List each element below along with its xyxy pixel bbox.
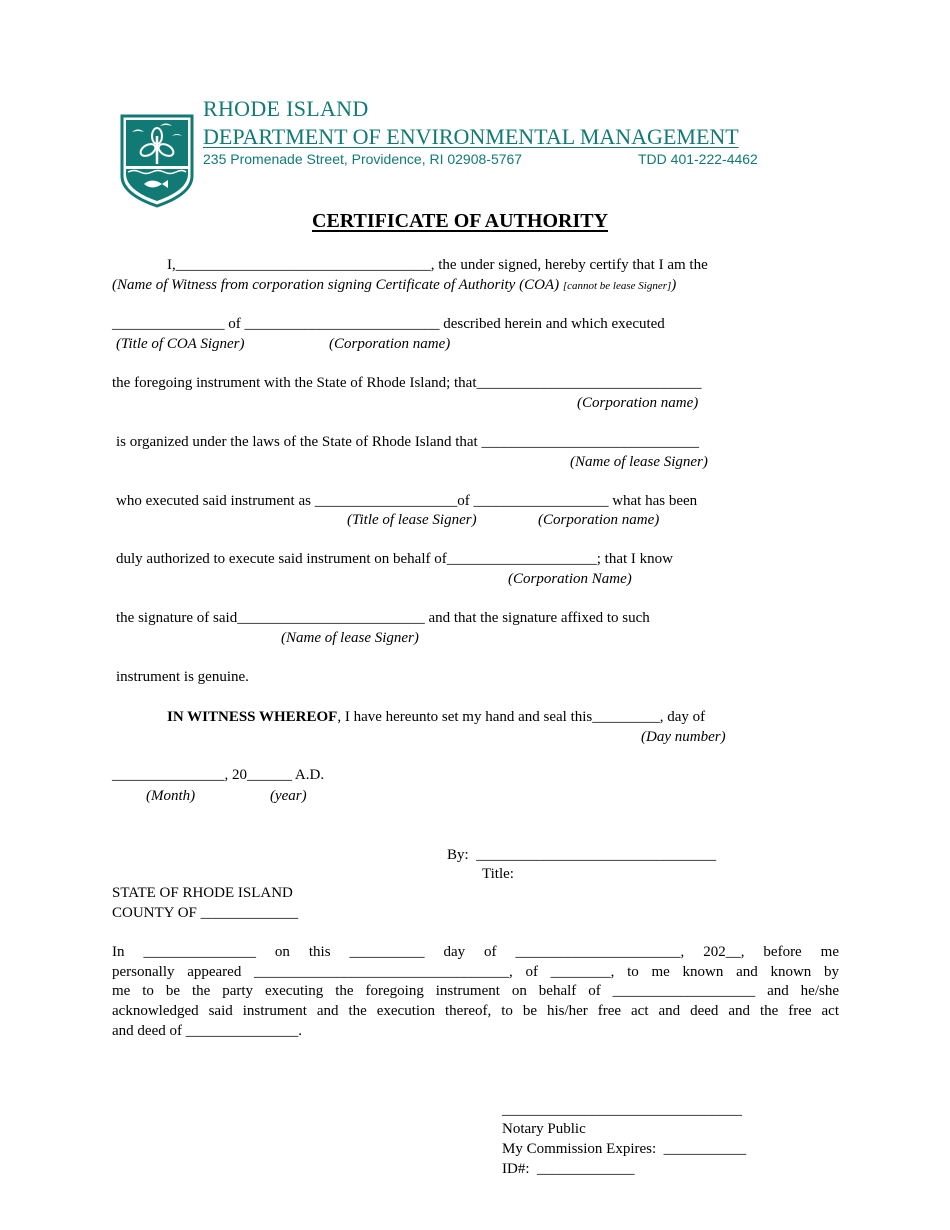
organized-under-line: is organized under the laws of the State of Rhode Island that _____________________________	[116, 434, 699, 450]
commission-expires-line: My Commission Expires: ___________	[502, 1141, 747, 1157]
state-label: STATE OF RHODE ISLAND	[112, 885, 293, 901]
witness-whereof-line: IN WITNESS WHEREOF, I have hereunto set my hand and seal this_________, day of	[167, 709, 706, 725]
year-caption: (year)	[270, 788, 307, 804]
notary-paragraph-line-1: In _______________ on this __________ day of ______________________, 202__, before me	[112, 944, 839, 960]
org-address: 235 Promenade Street, Providence, RI 02908-5767	[203, 151, 523, 167]
notary-paragraph-line-3: me to be the party executing the foregoing instrument on behalf of ___________________ and he/she	[112, 983, 839, 999]
signature-of-line: the signature of said_________________________ and that the signature affixed to such	[116, 610, 650, 626]
notary-id-line: ID#: _____________	[502, 1161, 635, 1177]
notary-paragraph-line-2: personally appeared __________________________________, of ________, to me known and known by	[112, 964, 839, 980]
org-tdd: TDD 401-222-4462	[638, 151, 758, 167]
foregoing-instrument-line: the foregoing instrument with the State of Rhode Island; that______________________________	[112, 375, 702, 391]
corporation-name-caption-3: (Corporation name)	[538, 512, 660, 528]
document-title: CERTIFICATE OF AUTHORITY	[312, 210, 609, 232]
notary-paragraph-line-4: acknowledged said instrument and the execution thereof, to be his/her free act and deed and the free act	[112, 1003, 839, 1019]
county-label: COUNTY OF _____________	[112, 905, 299, 921]
org-name-line2: DEPARTMENT OF ENVIRONMENTAL MANAGEMENT	[203, 124, 739, 149]
corporation-name-caption-4: (Corporation Name)	[508, 571, 632, 587]
notary-signature-line: ________________________________	[502, 1102, 742, 1118]
corporation-name-caption-1: (Corporation name)	[329, 336, 451, 352]
month-caption: (Month)	[146, 788, 196, 804]
genuine-line: instrument is genuine.	[116, 669, 249, 685]
witness-caption-note: [cannot be lease Signer]	[562, 280, 672, 292]
day-number-caption: (Day number)	[641, 729, 726, 745]
authorized-line: duly authorized to execute said instrument on behalf of____________________; that I know	[116, 551, 673, 567]
executed-as-line: who executed said instrument as ___________________of __________________ what has been	[116, 493, 698, 509]
certify-line: I,__________________________________, the under signed, hereby certify that I am the	[167, 257, 708, 273]
date-line: _______________, 20______ A.D.	[112, 767, 325, 783]
corporation-name-caption-2: (Corporation name)	[577, 395, 699, 411]
title-label: Title:	[482, 866, 514, 882]
lease-signer-title-caption: (Title of lease Signer)	[347, 512, 477, 528]
lease-signer-caption-2: (Name of lease Signer)	[281, 630, 419, 646]
witness-caption: (Name of Witness from corporation signing Certificate of Authority (COA) [cannot be lease Signer])	[112, 277, 677, 293]
title-of-line: _______________ of __________________________ described herein and which executed	[112, 316, 665, 332]
coa-signer-title-caption: (Title of COA Signer)	[116, 336, 245, 352]
notary-public-label: Notary Public	[502, 1121, 586, 1137]
dem-logo	[112, 96, 186, 190]
notary-paragraph-line-5: and deed of _______________.	[112, 1023, 302, 1039]
by-signature-line: By: ________________________________	[447, 847, 717, 863]
lease-signer-caption-1: (Name of lease Signer)	[570, 454, 708, 470]
org-name-line1: RHODE ISLAND	[203, 96, 369, 121]
